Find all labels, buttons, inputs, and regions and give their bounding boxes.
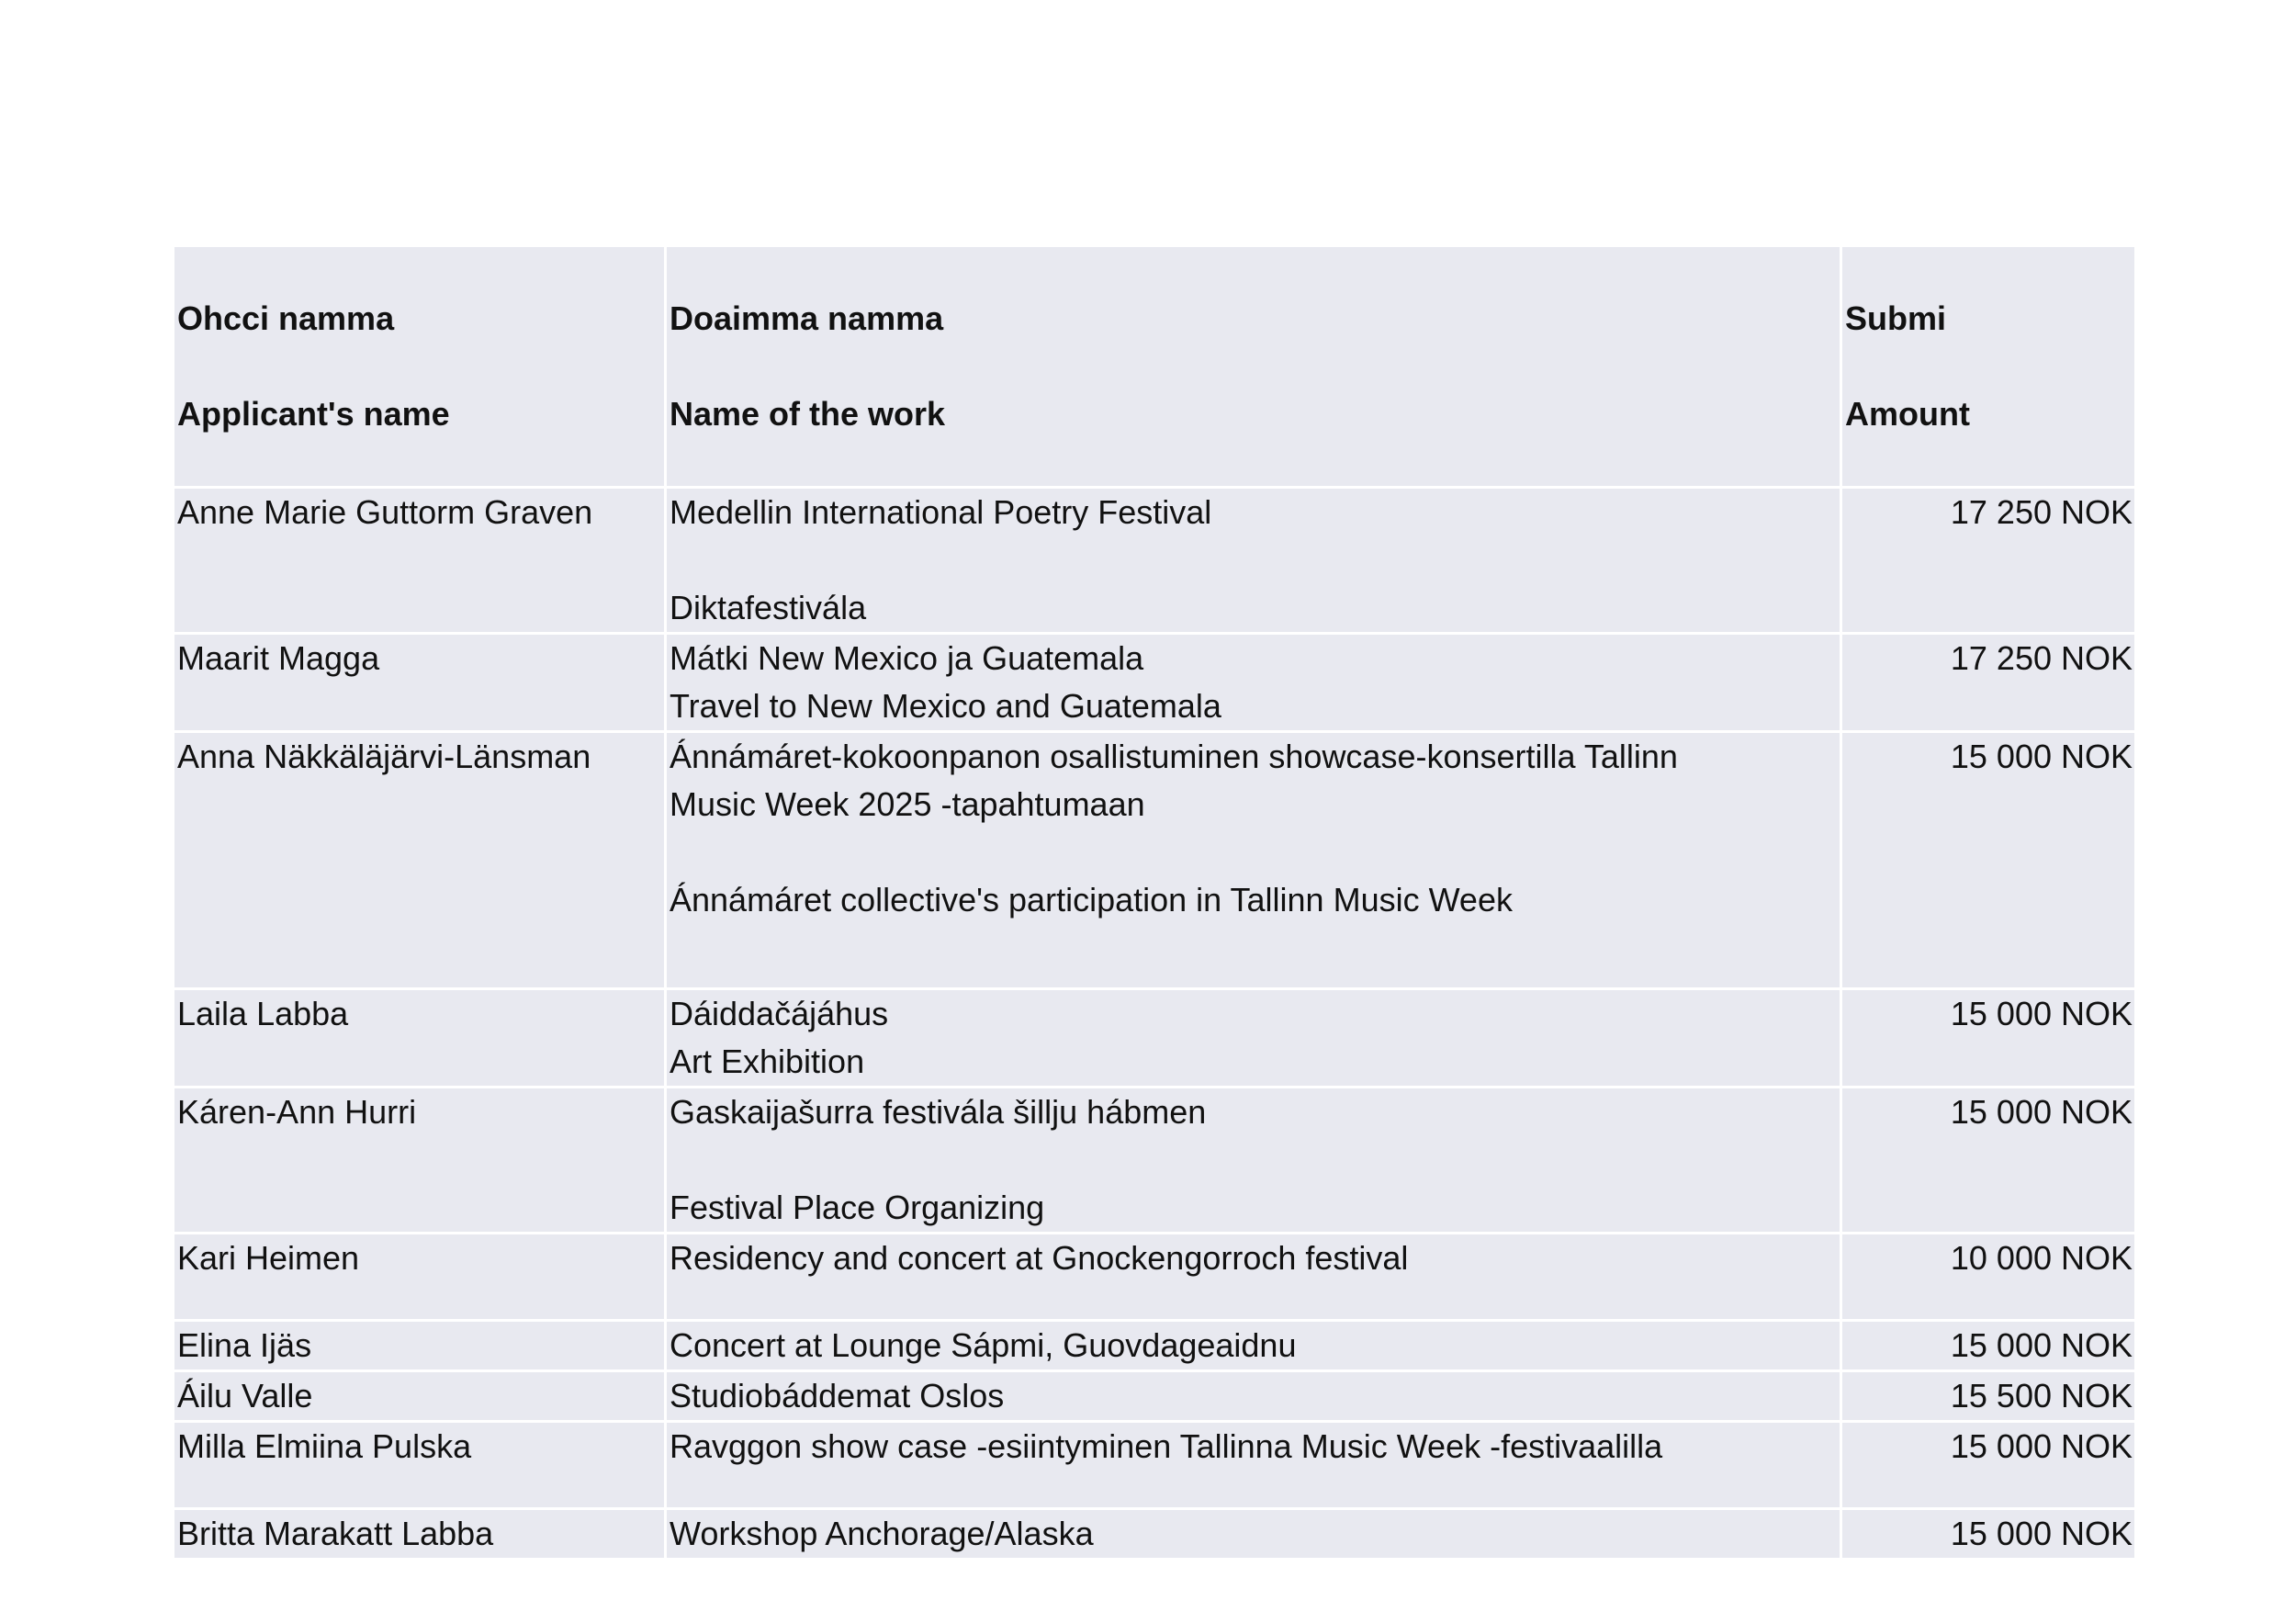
work-cell: Dáiddačájáhus Art Exhibition [666, 989, 1841, 1088]
table-row [174, 1088, 2136, 1234]
applicant-cell: Anne Marie Guttorm Graven [174, 488, 666, 634]
table-row [174, 732, 2136, 989]
header-work-english: Name of the work [670, 395, 946, 433]
table-header-row [174, 246, 2136, 488]
header-applicant [174, 246, 666, 488]
header-amount-sami: Submi [1845, 299, 1947, 337]
amount-cell: 15 000 NOK [1841, 1321, 2136, 1371]
amount-cell: 15 000 NOK [1841, 989, 2136, 1088]
applicant-cell: Elina Ijäs [174, 1321, 666, 1371]
applicant-cell: Kari Heimen [174, 1234, 666, 1321]
applicant-cell: Laila Labba [174, 989, 666, 1088]
work-cell: Gaskaijašurra festivála šillju hábmen Festival Place Organizing [666, 1088, 1841, 1234]
amount-cell: 15 000 NOK [1841, 1422, 2136, 1509]
amount-cell: 15 500 NOK [1841, 1371, 2136, 1422]
grants-table [172, 244, 2137, 1561]
work-cell: Ravggon show case -esiintyminen Tallinna Music Week -festivaalilla [666, 1422, 1841, 1509]
amount-cell: 17 250 NOK [1841, 634, 2136, 732]
work-cell: Ánnámáret-kokoonpanon osallistuminen showcase-konsertilla Tallinn Music Week 2025 -tapahtumaan Ánnámáret collective's participation in Tallinn Music Week [666, 732, 1841, 989]
amount-cell: 15 000 NOK [1841, 1509, 2136, 1560]
work-cell: Studiobáddemat Oslos [666, 1371, 1841, 1422]
amount-cell: 15 000 NOK [1841, 732, 2136, 989]
table-row [174, 1321, 2136, 1371]
work-cell: Medellin International Poetry Festival Diktafestivála [666, 488, 1841, 634]
table-row [174, 1234, 2136, 1321]
header-work-sami: Doaimma namma [670, 299, 944, 337]
table-row [174, 488, 2136, 634]
header-applicant-sami: Ohcci namma [177, 299, 395, 337]
header-applicant-english: Applicant's name [177, 395, 450, 433]
table-row [174, 1509, 2136, 1560]
amount-cell: 10 000 NOK [1841, 1234, 2136, 1321]
applicant-cell: Káren-Ann Hurri [174, 1088, 666, 1234]
header-amount-english: Amount [1845, 395, 1970, 433]
table-row [174, 634, 2136, 732]
header-amount [1841, 246, 2136, 488]
work-cell: Workshop Anchorage/Alaska [666, 1509, 1841, 1560]
applicant-cell: Anna Näkkäläjärvi-Länsman [174, 732, 666, 989]
work-cell: Residency and concert at Gnockengorroch festival [666, 1234, 1841, 1321]
applicant-cell: Milla Elmiina Pulska [174, 1422, 666, 1509]
work-cell: Mátki New Mexico ja Guatemala Travel to New Mexico and Guatemala [666, 634, 1841, 732]
applicant-cell: Britta Marakatt Labba [174, 1509, 666, 1560]
table-row [174, 989, 2136, 1088]
amount-cell: 15 000 NOK [1841, 1088, 2136, 1234]
work-cell: Concert at Lounge Sápmi, Guovdageaidnu [666, 1321, 1841, 1371]
amount-cell: 17 250 NOK [1841, 488, 2136, 634]
applicant-cell: Áilu Valle [174, 1371, 666, 1422]
table-row [174, 1371, 2136, 1422]
table-row [174, 1422, 2136, 1509]
applicant-cell: Maarit Magga [174, 634, 666, 732]
header-work [666, 246, 1841, 488]
